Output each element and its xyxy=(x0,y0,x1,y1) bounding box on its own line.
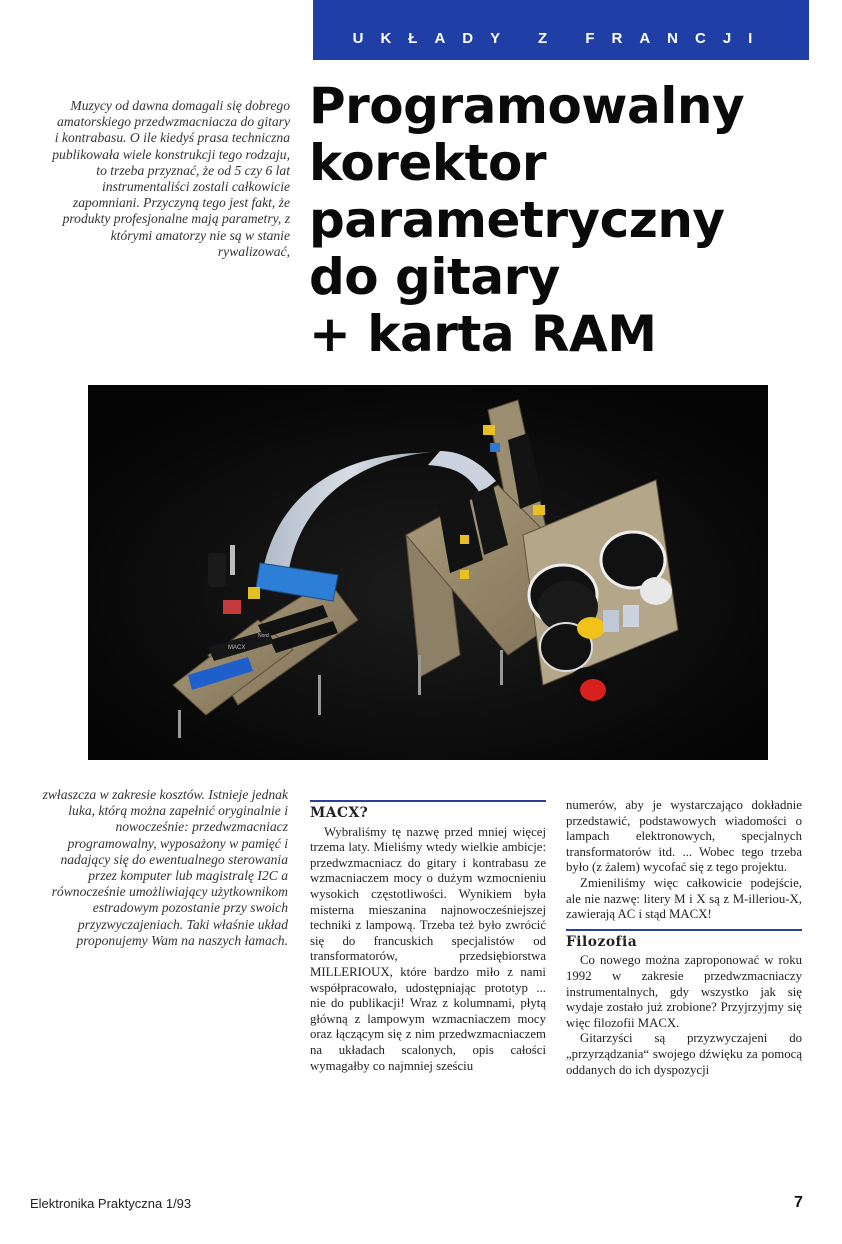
chip-label-macx: MACX xyxy=(228,645,246,651)
page-number: 7 xyxy=(794,1194,803,1211)
paragraph: Gitarzyści są przyzwyczajeni do „przyrządzania“ swojego dźwięku za pomocą oddanych do ich dyspozycji xyxy=(566,1031,802,1077)
section-rule xyxy=(566,929,802,931)
banner-label: UKŁADY Z FRANCJI xyxy=(352,29,770,47)
journal-footer: Elektronika Praktyczna 1/93 xyxy=(30,1196,192,1211)
title-line: + karta RAM xyxy=(309,305,657,363)
article-title xyxy=(309,78,809,363)
section-banner xyxy=(313,0,809,60)
photo-illustration xyxy=(88,385,768,760)
section-heading-macx: MACX? xyxy=(310,805,369,821)
paragraph: Wybraliśmy tę nazwę przed mniej więcej trzema laty. Mieliśmy wtedy wielkie ambicje: przedwzmacniacz do gitary i kontrabasu ze wzmacniaczem mocy o dużym wzmocnieniu wysokich częstotliwości. Wynikiem była misterna mieszanina najnowocześniejszej techniki z lampową. Trzeba też było zwrócić się do francuskich specjalistów od transformatorów, przedsiębiorstwa MILLERIOUX, które bardzo miło z nami współpracowało, udostępniając prototyp ... nie do publikacji! Wraz z kolumnami, płytą główną z lampowym wzmacniaczem mocy oraz łączącym się z nim przedwzmacniaczem na układach scalonych, opis całości wymagałby co najmniej sześciu xyxy=(310,824,546,1073)
lead-continued: zwłaszcza w zakresie kosztów. Istnieje jednak luka, którą można zapełnić oryginalnie i nowocześnie: przedwzmacniacz programowalny, wyposażony w pamięć i nadający się do ewentualnego sterowania przez komputer lub magistralę I2C a równocześnie umożliwiający użytkownikom estradowym pozostanie przy swoich przyzwyczajeniach. Taki właśnie układ proponujemy Wam na naszych łamach. xyxy=(42,787,288,948)
lead-paragraph: Muzycy od dawna domagali się dobrego amatorskiego przedwzmacniacza do gitary i kontrabasu. O ile kiedyś prasa techniczna publikowała wiele konstrukcji tego rodzaju, to trzeba przyznać, że od 5 czy 6 lat instrumentaliści zostali całkowicie zapomniani. Przyczyną tego jest fakt, że produkty profesjonalne mają parametry, z którymi amatorzy nie są w stanie rywalizować, xyxy=(52,98,290,259)
paragraph: Co nowego można zaproponować w roku 1992 w zakresie przedwzmacniaczy instrumentalnych, gdy wszystko jak się wydaje zostało już zrobione? Przyjrzyjmy się więc filozofii MACX. xyxy=(566,953,802,1030)
title-line: do gitary xyxy=(309,248,560,306)
column-right xyxy=(566,798,802,1078)
title-line: korektor xyxy=(309,134,546,192)
circuit-board-photo xyxy=(88,385,768,760)
section-rule xyxy=(310,800,546,802)
paragraph: numerów, aby je wystarczająco dokładnie przedstawić, podstawowych wiadomości o lampach elektronowych, specjalnych transformatorów itd. ... Wobec tego trzeba było (z żalem) wycofać się z tego projektu. xyxy=(566,798,802,875)
paragraph: Zmieniliśmy więc całkowicie podejście, ale nie nazwę: litery M i X są z M-illeriou-X, zawierają AC i stąd MACX! xyxy=(566,875,802,922)
section-heading-filozofia: Filozofia xyxy=(566,933,638,950)
title-line: parametryczny xyxy=(309,191,725,249)
title-line: Programowalny xyxy=(309,77,745,135)
chip-label-nord: Nord xyxy=(258,633,269,639)
column-middle xyxy=(310,800,546,1074)
